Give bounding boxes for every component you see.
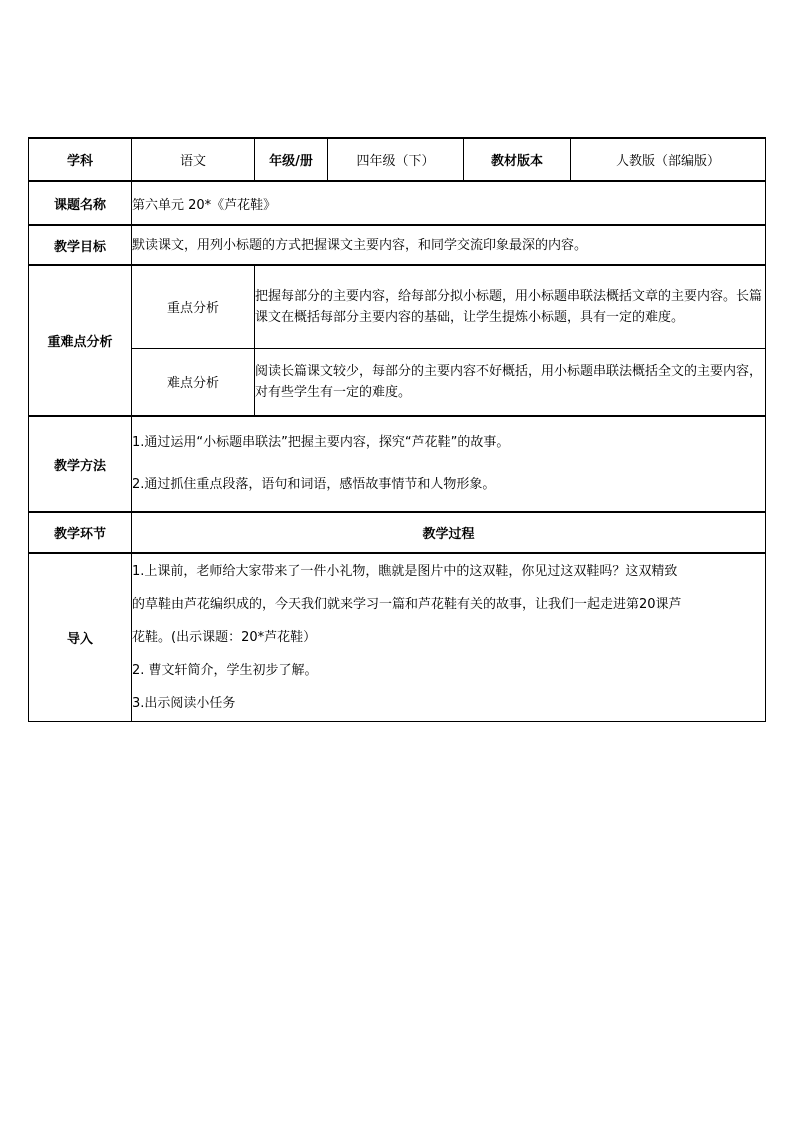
lesson-title-label: 课题名称 [29, 181, 132, 225]
key-analysis-label: 重点分析 [132, 265, 255, 348]
header-row [29, 138, 766, 181]
intro-line: 3.出示阅读小任务 [132, 695, 236, 711]
subject-value: 语文 [132, 138, 255, 181]
process-label: 教学过程 [132, 512, 766, 553]
lesson-plan-table [28, 137, 766, 722]
key-analysis-text: 把握每部分的主要内容，给每部分拟小标题，用小标题串联法概括文章的主要内容。长篇课文在概括每部分主要内容的基础，让学生提炼小标题，具有一定的难度。 [255, 265, 766, 348]
edition-value: 人教版（部编版） [571, 138, 766, 181]
analysis-label: 重难点分析 [29, 265, 132, 416]
difficult-analysis-text: 阅读长篇课文较少，每部分的主要内容不好概括，用小标题串联法概括全文的主要内容，对有些学生有一定的难度。 [255, 348, 766, 416]
method-item: 2.通过抓住重点段落，语句和词语，感悟故事情节和人物形象。 [132, 477, 496, 492]
intro-line: 花鞋。(出示课题：20*芦花鞋） [132, 629, 317, 645]
difficult-analysis-label: 难点分析 [132, 348, 255, 416]
goal-text: 默读课文，用列小标题的方式把握课文主要内容，和同学交流印象最深的内容。 [132, 225, 766, 265]
grade-value: 四年级（下） [328, 138, 464, 181]
method-row [29, 416, 766, 512]
method-content [132, 416, 766, 512]
key-analysis-row [29, 265, 766, 348]
grade-label: 年级/册 [255, 138, 328, 181]
intro-line: 的草鞋由芦花编织成的，今天我们就来学习一篇和芦花鞋有关的故事，让我们一起走进第20课芦 [132, 596, 682, 612]
goal-label: 教学目标 [29, 225, 132, 265]
intro-line: 2. 曹文轩简介，学生初步了解。 [132, 662, 318, 678]
intro-line: 1.上课前，老师给大家带来了一件小礼物，瞧就是图片中的这双鞋，你见过这双鞋吗？这双精致 [132, 563, 678, 579]
intro-content [132, 553, 766, 721]
edition-label: 教材版本 [464, 138, 571, 181]
intro-row [29, 553, 766, 721]
method-item: 1.通过运用“小标题串联法”把握主要内容，探究“芦花鞋”的故事。 [132, 435, 510, 450]
intro-label: 导入 [29, 553, 132, 721]
lesson-title-row [29, 181, 766, 225]
method-label: 教学方法 [29, 416, 132, 512]
goal-row [29, 225, 766, 265]
process-header-row [29, 512, 766, 553]
difficult-analysis-row [29, 348, 766, 416]
lesson-title-value: 第六单元 20*《芦花鞋》 [132, 181, 766, 225]
subject-label: 学科 [29, 138, 132, 181]
stage-label: 教学环节 [29, 512, 132, 553]
